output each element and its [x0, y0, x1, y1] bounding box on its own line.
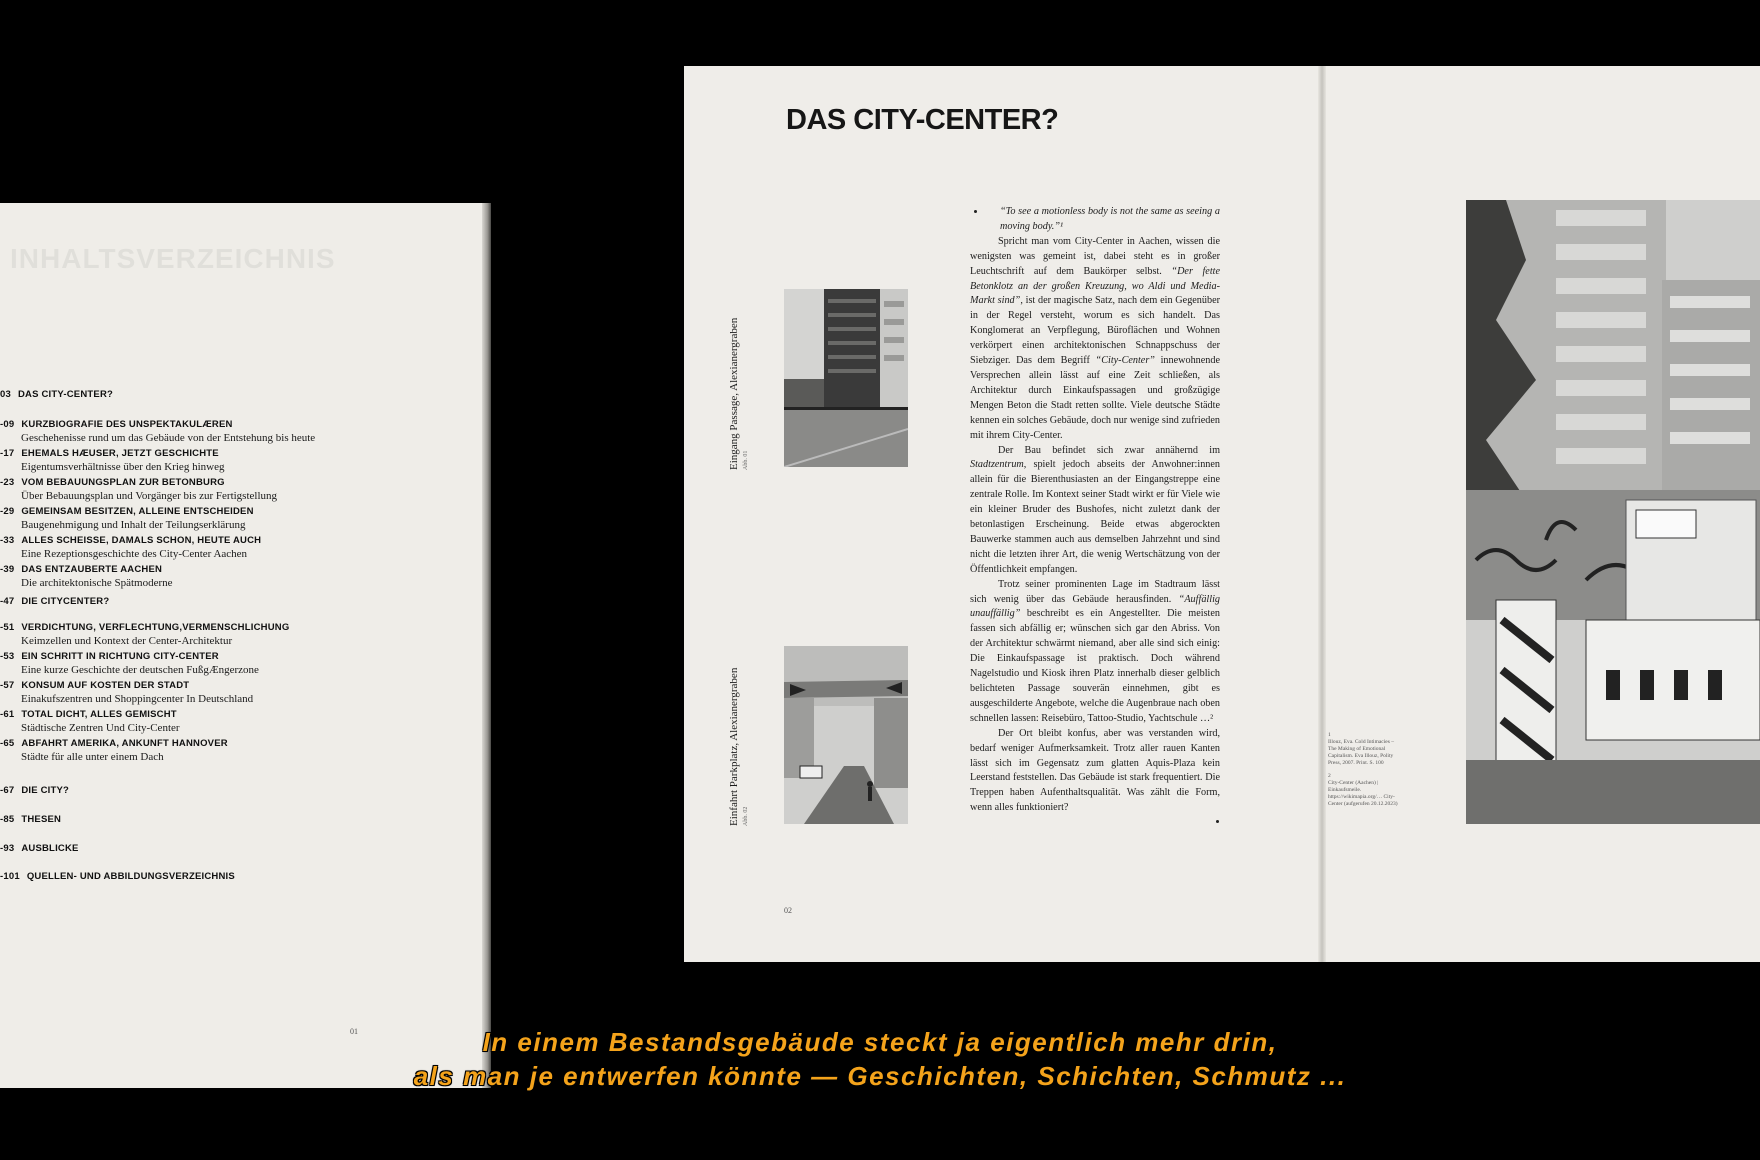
toc-entry	[0, 419, 315, 444]
paragraph-2-term: Stadtzentrum	[970, 459, 1024, 471]
toc-page: -101	[0, 871, 20, 882]
toc-entry	[0, 622, 289, 647]
toc-subtitle: Städtische Zentren Und City-Center	[21, 722, 180, 734]
toc-page: -85	[0, 814, 15, 825]
toc-page: -47	[0, 596, 15, 607]
toc-subtitle: Eine Rezeptionsgeschichte des City-Center Aachen	[21, 548, 248, 560]
toc-subtitle: Städte für alle unter einem Dach	[21, 751, 164, 763]
paragraph-1d: innewohnende Versprechen allein lässt auf eine Zeit schließen, als Architektur durch Einkaufspassagen und großzügige Mengen Beton die Stadt retten sollte. Viele deutsche Städte kennen ein solches Gebäude, doch nur wenige sind zufrieden mit ihrem City-Center.	[970, 355, 1220, 441]
toc-entry	[0, 477, 277, 502]
paragraph-1-term: “City-Center”	[1095, 355, 1155, 367]
article-body	[970, 205, 1220, 816]
toc-entry	[0, 596, 109, 607]
toc-entry	[0, 871, 235, 882]
toc-subtitle: Keimzellen und Kontext der Center-Architektur	[21, 635, 233, 647]
toc-heading	[0, 535, 261, 546]
toc-subtitle: Baugenehmigung und Inhalt der Teilungserklärung	[21, 519, 246, 531]
toc-page: -61	[0, 709, 15, 720]
toc-entry	[0, 738, 228, 763]
toc-title: EHEMALS HÆUSER, JETZT GESCHICHTE	[21, 448, 219, 459]
footnote-1: 1 Illouz, Eva. Cold Intimacies – The Making of Emotional Capitalism. Eva Illouz, Polity Press, 2007. Print. S. 100	[1328, 732, 1394, 766]
photo-parking-entrance	[784, 646, 908, 824]
toc-title: VERDICHTUNG, VERFLECHTUNG,VERMENSCHLICHUNG	[21, 622, 290, 633]
toc-page: -17	[0, 448, 15, 459]
paragraph-1-quote: “Der fette Betonklotz an der großen Kreuzung, wo Aldi und Media-Markt sind”	[970, 265, 1221, 307]
toc-page: -39	[0, 564, 15, 575]
caption-1-number: Abb. 01	[743, 450, 749, 470]
paragraph-1a: Spricht man vom City-Center in Aachen, wissen die wenigsten was gemeint ist, dabei steht es in großer Leuchtschrift auf dem Baukörper selbst.	[970, 235, 1220, 277]
spread-title: DAS CITY-CENTER?	[786, 104, 1059, 136]
paragraph-3b: beschreibt es ein Angestellter. Die meisten fassen sich abfällig er; wünschen sich gar den Abriss. Von der Architektur schwärmt niemand, aber alle sind sich einig: Die Einkaufspassage ist praktisch. Doch während Nagelstudio und Kiosk ihren Platz innerhalb dieser gelblich belichteten Passage souverän einnehmen, gibt es ausgeschilderte Angebote, welche die Augenbraue nach oben schnellen lassen: Reisebüro, Tattoo-Studio, Yachtschule …²	[970, 608, 1220, 724]
toc-page: -53	[0, 651, 15, 662]
paragraph-3a: Trotz seiner prominenten Lage im Stadtraum lässt sich wenig über das Gebäude herausfinden.	[970, 578, 1220, 605]
toc-heading	[0, 651, 259, 662]
toc-title: DIE CITYCENTER?	[21, 596, 110, 607]
toc-subtitle: Eigentumsverhältnisse über den Krieg hinweg	[21, 461, 225, 473]
page-edge	[482, 203, 491, 1088]
paragraph-2a: Der Bau befindet sich zwar annähernd im	[998, 444, 1220, 456]
toc-entry	[0, 709, 180, 734]
toc-entry	[0, 564, 173, 589]
photo-entrance-passage	[784, 289, 908, 467]
toc-page: -67	[0, 785, 15, 796]
toc-page: -57	[0, 680, 15, 691]
toc-heading	[0, 709, 180, 720]
toc-entry	[0, 680, 253, 705]
toc-heading	[0, 448, 224, 459]
toc-title: DAS CITY-CENTER?	[17, 389, 114, 400]
left-page-toc	[0, 203, 482, 1088]
footnotes	[1328, 732, 1400, 808]
toc-subtitle: Über Bebauungsplan und Vorgänger bis zur Fertigstellung	[21, 490, 278, 502]
page-number-left: 01	[350, 1027, 358, 1036]
page-number-spread: 02	[784, 906, 792, 915]
toc-page: -51	[0, 622, 15, 633]
subtitle-line-1: In einem Bestandsgebäude steckt ja eigentlich mehr drin,	[482, 1027, 1278, 1057]
toc-page: -23	[0, 477, 15, 488]
toc-heading	[0, 680, 253, 691]
paragraph-3-quote: “Auffällig unauffällig”	[970, 593, 1220, 620]
toc-heading	[0, 738, 228, 749]
toc-page: -33	[0, 535, 15, 546]
toc-heading	[0, 389, 113, 400]
caption-photo-2	[724, 668, 749, 826]
toc-heading	[0, 843, 79, 854]
epigraph-quote: “To see a motionless body is not the same as seeing a moving body.”¹	[1000, 206, 1220, 232]
paragraph-2b: , spielt jedoch abseits der Anwohner:innen allein für die Bierenthusiasten an der Eingangstreppe eine zentrale Rolle. Im Kontext seiner Stadt wirkt er für Viele wie ein kleiner Bruder des Bushofes, nicht zuletzt dank der betonlastigen Erscheinung. Beide etwas abgerockten Bauwerke stammen auch aus demselben Jahrzehnt und sind nicht die letzten ihrer Art, die wenig Wertschätzung von der Öffentlichkeit empfangen.	[970, 459, 1220, 575]
toc-title: TOTAL DICHT, ALLES GEMISCHT	[21, 709, 177, 720]
toc-heading	[0, 596, 109, 607]
bullet-end	[1216, 820, 1219, 823]
toc-heading	[0, 419, 315, 430]
spread-gutter	[1318, 66, 1326, 962]
toc-heading	[0, 506, 254, 517]
toc-heading	[0, 477, 277, 488]
toc-title: EIN SCHRITT IN RICHTUNG CITY-CENTER	[21, 651, 219, 662]
toc-heading	[0, 564, 173, 575]
subtitle-line-2: als man je entwerfen könnte — Geschichten, Schichten, Schmutz ...	[413, 1061, 1347, 1091]
toc-title: AUSBLICKE	[21, 843, 79, 854]
toc-title: VOM BEBAUUNGSPLAN ZUR BETONBURG	[21, 477, 225, 488]
toc-title: DAS ENTZAUBERTE AACHEN	[21, 564, 163, 575]
toc-heading	[0, 622, 289, 633]
toc-heading	[0, 814, 61, 825]
ghost-heading: INHALTSVERZEICHNIS	[10, 243, 336, 274]
toc-title: ALLES SCHEISSE, DAMALS SCHON, HEUTE AUCH	[21, 535, 262, 546]
toc-subtitle: Geschehenisse rund um das Gebäude von der Entstehung bis heute	[21, 432, 316, 444]
toc-subtitle: Eine kurze Geschichte der deutschen FußgÆngerzone	[21, 664, 259, 676]
toc-entry	[0, 814, 61, 825]
toc-page: -09	[0, 419, 15, 430]
toc-page: 03	[0, 389, 11, 400]
toc-title: GEMEINSAM BESITZEN, ALLEINE ENTSCHEIDEN	[21, 506, 254, 517]
toc-entry	[0, 506, 254, 531]
toc-subtitle: Einakufszentren und Shoppingcenter In Deutschland	[21, 693, 254, 705]
toc-title: QUELLEN- UND ABBILDUNGSVERZEICHNIS	[26, 871, 235, 882]
toc-entry	[0, 389, 113, 400]
caption-1-text: Eingang Passage, Alexianergraben	[728, 317, 740, 470]
toc-entry	[0, 651, 259, 676]
caption-2-number: Abb. 02	[743, 806, 749, 826]
toc-page: -29	[0, 506, 15, 517]
toc-title: THESEN	[21, 814, 62, 825]
toc-entry	[0, 448, 224, 473]
toc-entry	[0, 843, 79, 854]
toc-title: KURZBIOGRAFIE DES UNSPEKTAKULÆREN	[21, 419, 233, 430]
toc-entry	[0, 535, 261, 560]
toc-entry	[0, 785, 69, 796]
toc-title: ABFAHRT AMERIKA, ANKUNFT HANNOVER	[21, 738, 228, 749]
toc-title: DIE CITY?	[21, 785, 70, 796]
toc-page: -93	[0, 843, 15, 854]
toc-title: KONSUM AUF KOSTEN DER STADT	[21, 680, 190, 691]
toc-subtitle: Die architektonische Spätmoderne	[21, 577, 173, 589]
paragraph-4: Der Ort bleibt konfus, aber was verstanden wird, bedarf weniger Aufmerksamkeit. Trotz aller rauen Kanten lässt sich im Gegensatz zum glatten Aquis-Plaza kein Leerstand feststellen. Das Gebäude ist stark frequentiert. Die Treppen haben Aufenthaltsqualität. Was zählt die Form, wenn alles funktioniert?	[970, 727, 1220, 814]
toc-heading	[0, 785, 69, 796]
caption-photo-1	[724, 318, 749, 470]
toc-page: -65	[0, 738, 15, 749]
toc-heading	[0, 871, 235, 882]
paragraph-1b: , ist der magische Satz, nach dem ein Gegenüber in der Regel versteht, worum es sich handelt. Das Konglomerat an Verpflegung, Büroflächen und Wohnen verkörpert einen architektonischen Schnappschuss der Siebziger. Das dem Begriff	[970, 295, 1220, 367]
footnote-2: 2 City-Center (Aachen) | Einkaufsmeile. https://wikimapia.org/… City-Center (aufgerufen 20.12.2023)	[1328, 773, 1398, 807]
photo-city-center-facade	[1466, 200, 1760, 824]
caption-2-text: Einfahrt Parkplatz, Alexianergraben	[728, 667, 740, 826]
